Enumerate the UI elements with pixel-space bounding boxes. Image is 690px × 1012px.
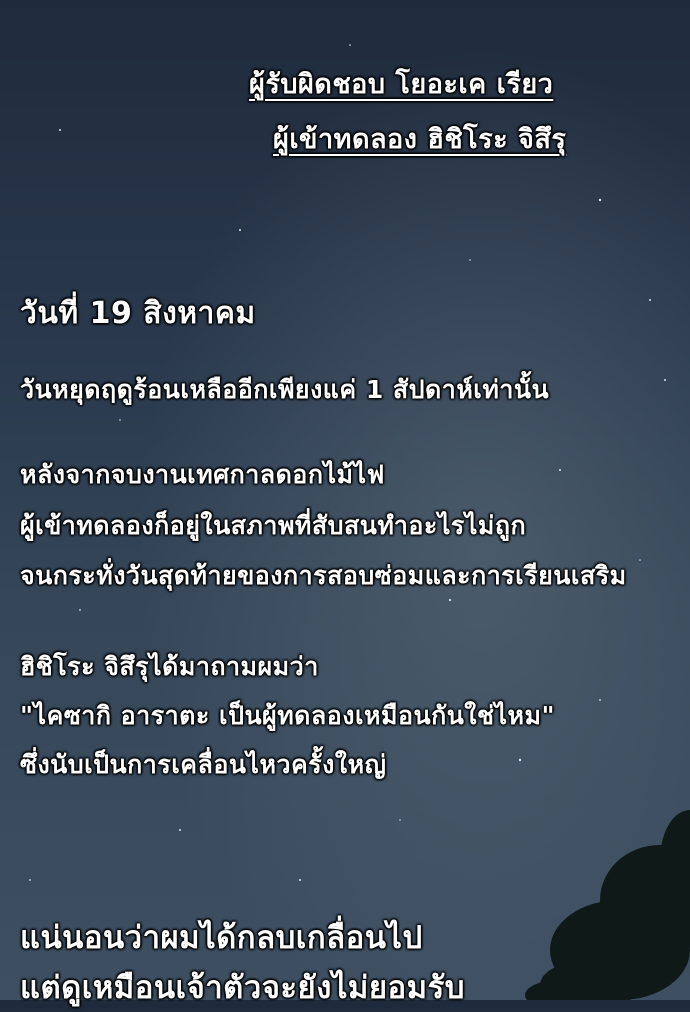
entry-date: วันที่ 19 สิงหาคม <box>20 296 256 331</box>
paragraph-line: จนกระทั่งวันสุดท้ายของการสอบซ่อมและการเรียนเสริม <box>20 561 627 590</box>
paragraph-line: แต่ดูเหมือนเจ้าตัวจะยังไม่ยอมรับ <box>20 970 465 1006</box>
paragraph-line: "ไคซากิ อาราตะ เป็นผู้ทดลองเหมือนกันใช่ไหม" <box>20 701 556 730</box>
paragraph-line: ซึ่งนับเป็นการเคลื่อนไหวครั้งใหญ่ <box>20 750 387 779</box>
paragraph-line: หลังจากจบงานเทศกาลดอกไม้ไฟ <box>20 460 385 489</box>
credit-responsible: ผู้รับผิดชอบ โยอะเค เรียว <box>249 69 554 100</box>
paragraph-line: ฮิชิโระ จิสึรุได้มาถามผมว่า <box>20 652 319 681</box>
paragraph-line: วันหยุดฤดูร้อนเหลืออีกเพียงแค่ 1 สัปดาห์เท่านั้น <box>20 375 550 404</box>
credit-subject: ผู้เข้าทดลอง ฮิชิโระ จิสึรุ <box>273 124 567 155</box>
paragraph-line: แน่นอนว่าผมได้กลบเกลื่อนไป <box>20 920 423 956</box>
paragraph-line: ผู้เข้าทดลองก็อยู่ในสภาพที่สับสนทำอะไรไม่ถูก <box>20 511 527 540</box>
